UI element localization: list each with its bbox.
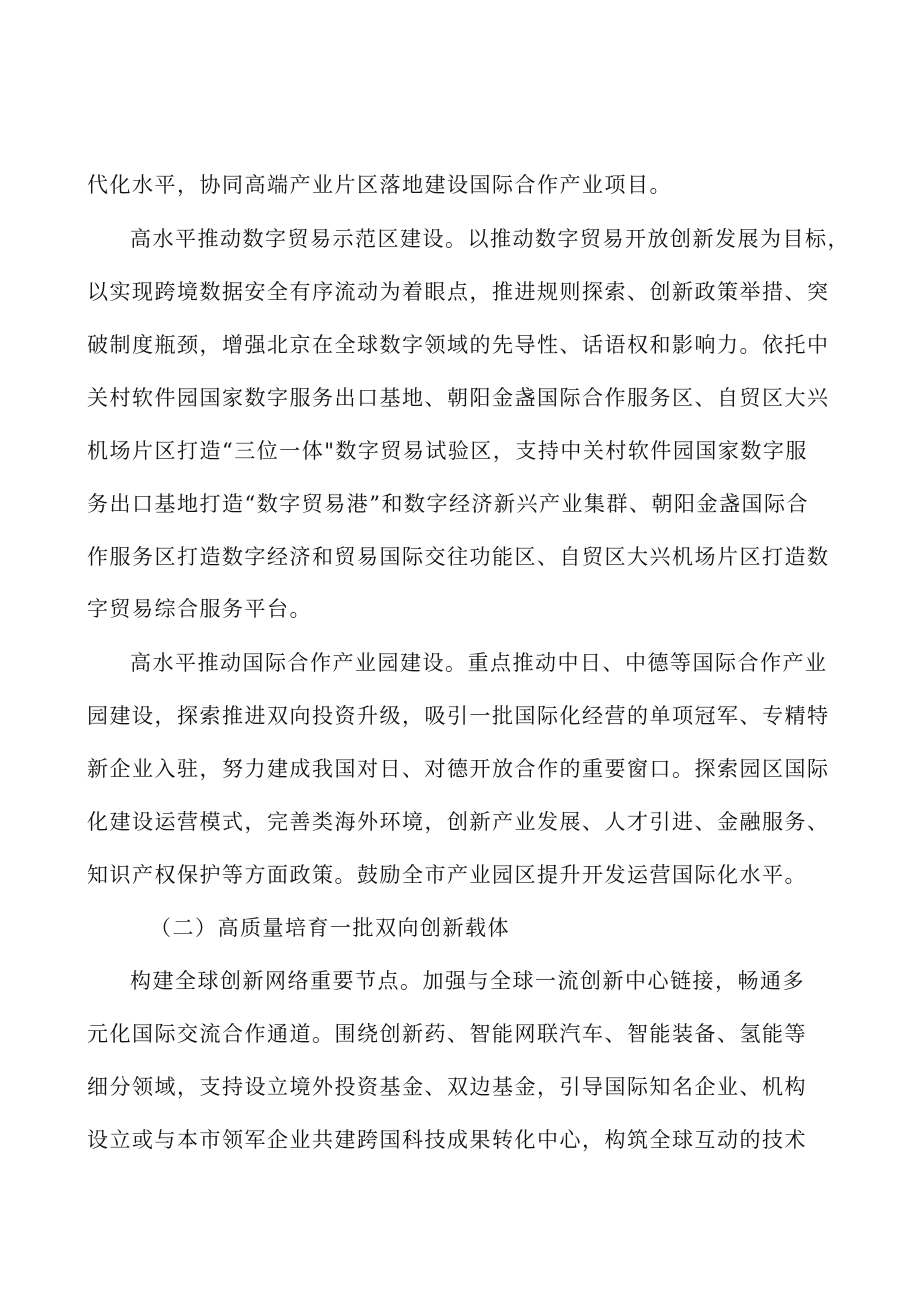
paragraph-line: 机场片区打造“三位一体"数字贸易试验区，支持中关村软件园国家数字服 bbox=[87, 439, 808, 463]
paragraph-line: 代化水平，协同高端产业片区落地建设国际合作产业项目。 bbox=[87, 173, 672, 197]
paragraph-line: 元化国际交流合作通道。围绕创新药、智能网联汽车、智能装备、氢能等 bbox=[87, 1022, 807, 1046]
paragraph-line: 务出口基地打造“数字贸易港”和数字经济新兴产业集群、朝阳金盏国际合 bbox=[87, 492, 809, 516]
paragraph-line: 化建设运营模式，完善类海外环境，创新产业发展、人才引进、金融服务、 bbox=[87, 810, 830, 834]
paragraph-line: 细分领域，支持设立境外投资基金、双边基金，引导国际知名企业、机构 bbox=[87, 1075, 807, 1099]
section-heading: （二）高质量培育一批双向创新载体 bbox=[150, 916, 510, 940]
paragraph-line: 高水平推动数字贸易示范区建设。以推动数字贸易开放创新发展为目标， bbox=[130, 227, 850, 251]
paragraph-line: 关村软件园国家数字服务出口基地、朝阳金盏国际合作服务区、自贸区大兴 bbox=[87, 386, 830, 410]
paragraph-line: 新企业入驻，努力建成我国对日、对德开放合作的重要窗口。探索园区国际 bbox=[87, 757, 830, 781]
paragraph-line: 高水平推动国际合作产业园建设。重点推动中日、中德等国际合作产业 bbox=[130, 651, 828, 675]
paragraph-line: 以实现跨境数据安全有序流动为着眼点，推进规则探索、创新政策举措、突 bbox=[87, 280, 830, 304]
paragraph-line: 作服务区打造数字经济和贸易国际交往功能区、自贸区大兴机场片区打造数 bbox=[87, 545, 830, 569]
paragraph-line: 字贸易综合服务平台。 bbox=[87, 597, 312, 621]
paragraph-line: 园建设，探索推进双向投资升级，吸引一批国际化经营的单项冠军、专精特 bbox=[87, 704, 830, 728]
paragraph-line: 知识产权保护等方面政策。鼓励全市产业园区提升开发运营国际化水平。 bbox=[87, 863, 807, 887]
paragraph-line: 构建全球创新网络重要节点。加强与全球一流创新中心链接，畅通多 bbox=[130, 969, 805, 993]
paragraph-line: 设立或与本市领军企业共建跨国科技成果转化中心，构筑全球互动的技术 bbox=[87, 1128, 807, 1152]
paragraph-line: 破制度瓶颈，增强北京在全球数字领域的先导性、话语权和影响力。依托中 bbox=[87, 333, 830, 357]
